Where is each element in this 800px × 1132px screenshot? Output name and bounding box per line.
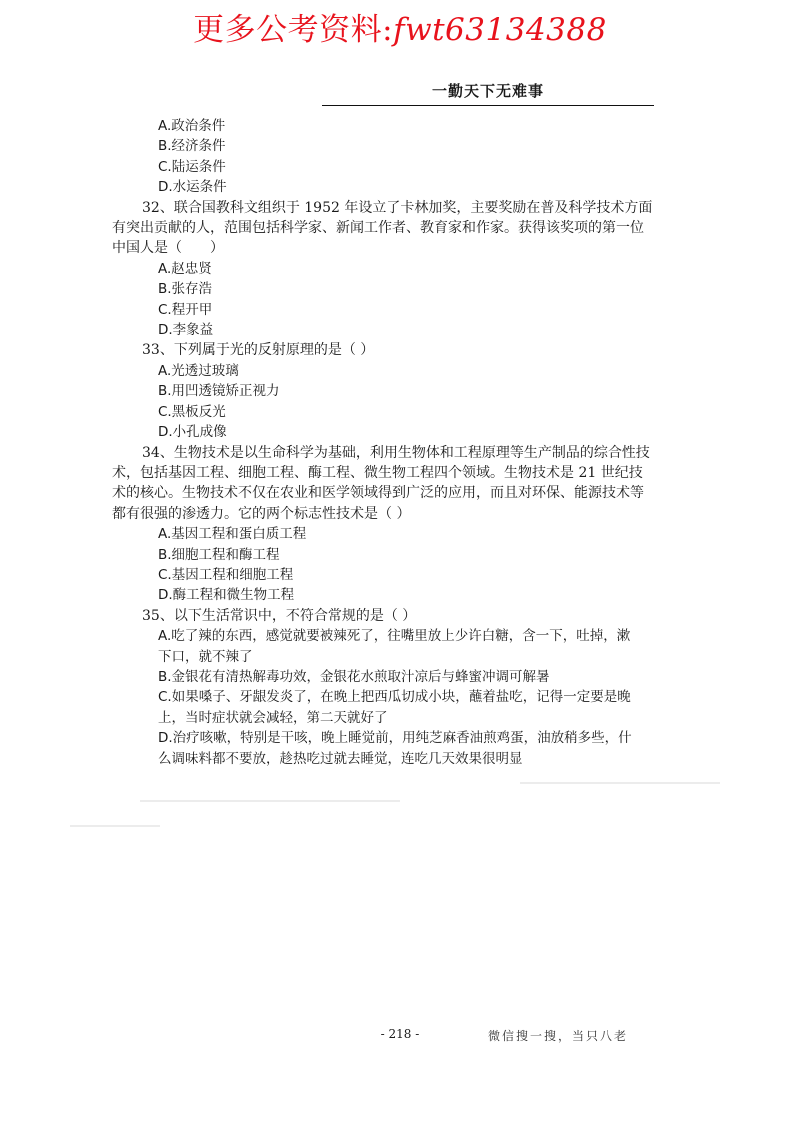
- scan-smudge: [140, 800, 400, 802]
- answer-option: A.吃了辣的东西，感觉就要被辣死了，往嘴里放上少许白糖，含一下，吐掉，漱: [158, 628, 631, 645]
- page-content: [112, 116, 664, 769]
- answer-option: D.水运条件: [158, 179, 227, 196]
- answer-option: D.治疗咳嗽，特别是干咳，晚上睡觉前，用纯芝麻香油煎鸡蛋，油放稍多些，什: [158, 730, 632, 747]
- answer-option: D.小孔成像: [158, 424, 227, 441]
- scan-smudge: [520, 782, 720, 784]
- scan-smudge: [70, 825, 160, 827]
- question-stem: 35、以下生活常识中，不符合常规的是（ ）: [142, 607, 417, 624]
- answer-option: A.基因工程和蛋白质工程: [158, 526, 307, 543]
- answer-option: D.酶工程和微生物工程: [158, 587, 295, 604]
- question-stem: 33、下列属于光的反射原理的是（ ）: [142, 342, 375, 359]
- answer-option: A.光透过玻璃: [158, 362, 239, 379]
- answer-option: B.金银花有清热解毒功效，金银花水煎取汁凉后与蜂蜜冲调可解暑: [158, 668, 550, 685]
- answer-option: B.经济条件: [158, 138, 226, 155]
- answer-option: C.黑板反光: [158, 403, 226, 420]
- text-line: 么调味料都不要放，趁热吃过就去睡觉，连吃几天效果很明显: [158, 750, 523, 767]
- footer-faint-text: 微信搜一搜，当只八老: [488, 1029, 629, 1043]
- answer-option: A.赵忠贤: [158, 260, 212, 277]
- watermark-text: 更多公考资料:fwt63134388: [193, 12, 607, 48]
- text-line: 术的核心。生物技术不仅在农业和医学领域得到广泛的应用，而且对环保、能源技术等: [112, 485, 644, 502]
- answer-option: C.陆运条件: [158, 158, 226, 175]
- text-line: 有突出贡献的人，范围包括科学家、新闻工作者、教育家和作家。获得该奖项的第一位: [112, 220, 644, 237]
- answer-option: B.用凹透镜矫正视力: [158, 383, 280, 400]
- answer-option: B.张存浩: [158, 281, 213, 298]
- text-line: 上，当时症状就会减轻，第二天就好了: [158, 709, 388, 726]
- question-stem: 32、联合国教科文组织于 1952 年设立了卡林加奖，主要奖励在普及科学技术方面: [142, 199, 653, 216]
- text-line: 下口，就不辣了: [158, 648, 253, 665]
- answer-option: C.程开甲: [158, 301, 213, 318]
- text-line: 都有很强的渗透力。它的两个标志性技术是（ ）: [112, 505, 411, 522]
- answer-option: B.细胞工程和酶工程: [158, 546, 280, 563]
- header-rule: [322, 105, 654, 106]
- answer-option: C.如果嗓子、牙龈发炎了，在晚上把西瓜切成小块，蘸着盐吃，记得一定要是晚: [158, 689, 631, 706]
- page-header-title: 一勤天下无难事: [431, 82, 544, 100]
- answer-option: C.基因工程和细胞工程: [158, 566, 294, 583]
- question-stem: 34、生物技术是以生命科学为基础，利用生物体和工程原理等生产制品的综合性技: [142, 444, 650, 461]
- answer-option: A.政治条件: [158, 118, 226, 134]
- text-line: 术，包括基因工程、细胞工程、酶工程、微生物工程四个领域。生物技术是 21 世纪技: [112, 464, 643, 481]
- answer-option: D.李象益: [158, 322, 214, 339]
- text-line: 中国人是（ ）: [112, 240, 224, 257]
- page-number: - 218 -: [380, 1027, 420, 1041]
